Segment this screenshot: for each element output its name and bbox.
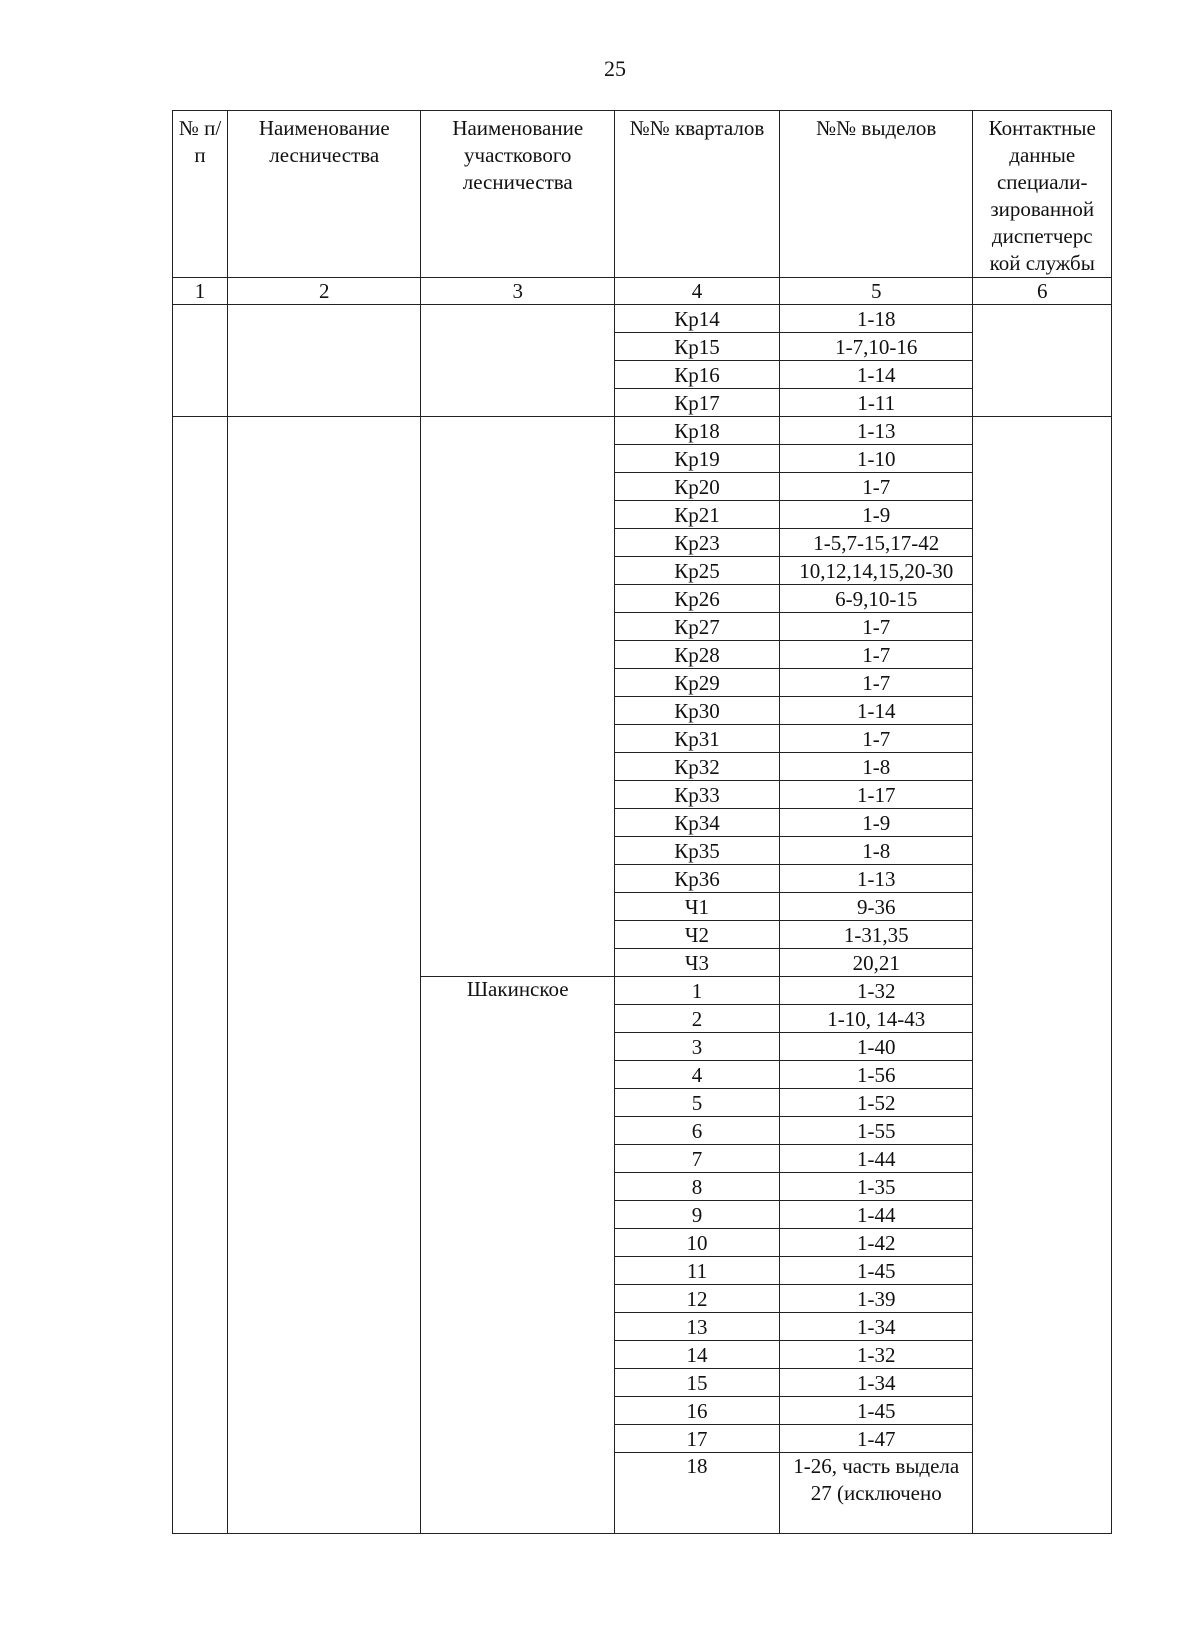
allotment-cell: 1-7 xyxy=(779,669,973,697)
quarter-cell: Кр19 xyxy=(614,445,779,473)
allotment-cell: 1-44 xyxy=(779,1201,973,1229)
allotment-cell: 1-31,35 xyxy=(779,921,973,949)
quarter-cell: 15 xyxy=(614,1369,779,1397)
allotment-cell: 1-14 xyxy=(779,361,973,389)
header-quarters: №№ кварталов xyxy=(614,111,779,278)
allotment-cell: 1-13 xyxy=(779,417,973,445)
allotment-cell: 1-13 xyxy=(779,865,973,893)
allotment-cell: 1-44 xyxy=(779,1145,973,1173)
number-cell xyxy=(173,305,228,417)
quarter-cell: 9 xyxy=(614,1201,779,1229)
allotment-cell: 10,12,14,15,20-30 xyxy=(779,557,973,585)
allotment-cell: 1-45 xyxy=(779,1397,973,1425)
quarter-cell: Кр14 xyxy=(614,305,779,333)
quarter-cell: Кр16 xyxy=(614,361,779,389)
quarter-cell: Кр28 xyxy=(614,641,779,669)
quarter-cell: Ч2 xyxy=(614,921,779,949)
quarter-cell: Кр36 xyxy=(614,865,779,893)
allotment-cell: 1-7 xyxy=(779,473,973,501)
allotment-cell: 1-34 xyxy=(779,1313,973,1341)
header-allotments: №№ выделов xyxy=(779,111,973,278)
quarter-cell: Ч1 xyxy=(614,893,779,921)
forestry-cell xyxy=(227,417,421,1534)
quarter-cell: Кр29 xyxy=(614,669,779,697)
district-cell xyxy=(421,305,615,417)
quarter-cell: 10 xyxy=(614,1229,779,1257)
allotment-cell: 1-8 xyxy=(779,837,973,865)
quarter-cell: Кр32 xyxy=(614,753,779,781)
column-number: 3 xyxy=(421,278,615,305)
quarter-cell: 16 xyxy=(614,1397,779,1425)
contact-cell xyxy=(973,305,1112,417)
quarter-cell: Кр35 xyxy=(614,837,779,865)
district-name-shakinskoe: Шакинское xyxy=(421,977,615,1534)
district-cell xyxy=(421,417,615,977)
allotment-cell: 1-8 xyxy=(779,753,973,781)
allotment-cell: 1-14 xyxy=(779,697,973,725)
allotment-cell: 1-9 xyxy=(779,501,973,529)
forestry-cell xyxy=(227,305,421,417)
column-number: 2 xyxy=(227,278,421,305)
quarter-cell: 7 xyxy=(614,1145,779,1173)
column-number: 6 xyxy=(973,278,1112,305)
quarter-cell: Кр33 xyxy=(614,781,779,809)
group-b xyxy=(173,417,1112,1534)
allotment-cell: 1-56 xyxy=(779,1061,973,1089)
allotment-cell: 1-47 xyxy=(779,1425,973,1453)
allotment-cell: 1-7 xyxy=(779,725,973,753)
number-cell xyxy=(173,417,228,1534)
column-number-row xyxy=(173,278,1112,305)
header-contacts: Контактные данные специали-зированной диспетчерс кой службы xyxy=(973,111,1112,278)
quarter-cell: 18 xyxy=(614,1453,779,1534)
allotment-cell: 1-26, часть выдела 27 (исключено xyxy=(779,1453,973,1534)
quarter-cell: 6 xyxy=(614,1117,779,1145)
allotment-cell: 1-40 xyxy=(779,1033,973,1061)
quarter-cell: Кр17 xyxy=(614,389,779,417)
allotment-cell: 1-45 xyxy=(779,1257,973,1285)
allotment-cell: 1-32 xyxy=(779,977,973,1005)
quarter-cell: Кр31 xyxy=(614,725,779,753)
allotment-cell: 1-42 xyxy=(779,1229,973,1257)
header-district-forestry: Наименование участкового лесничества xyxy=(421,111,615,278)
allotment-cell: 6-9,10-15 xyxy=(779,585,973,613)
quarter-cell: Ч3 xyxy=(614,949,779,977)
page-number: 25 xyxy=(604,56,626,81)
column-number: 5 xyxy=(779,278,973,305)
allotment-cell: 1-39 xyxy=(779,1285,973,1313)
quarter-cell: 13 xyxy=(614,1313,779,1341)
column-number: 4 xyxy=(614,278,779,305)
header-number: № п/п xyxy=(173,111,228,278)
column-number: 1 xyxy=(173,278,228,305)
allotment-cell: 1-18 xyxy=(779,305,973,333)
quarter-cell: 8 xyxy=(614,1173,779,1201)
allotment-cell: 1-7,10-16 xyxy=(779,333,973,361)
allotment-cell: 1-11 xyxy=(779,389,973,417)
quarter-cell: Кр25 xyxy=(614,557,779,585)
quarter-cell: Кр18 xyxy=(614,417,779,445)
quarter-cell: 12 xyxy=(614,1285,779,1313)
forestry-table xyxy=(172,110,1112,1534)
allotment-cell: 1-5,7-15,17-42 xyxy=(779,529,973,557)
quarter-cell: 17 xyxy=(614,1425,779,1453)
quarter-cell: Кр30 xyxy=(614,697,779,725)
quarter-cell: 2 xyxy=(614,1005,779,1033)
quarter-cell: Кр34 xyxy=(614,809,779,837)
table-row xyxy=(173,417,1112,445)
allotment-cell: 20,21 xyxy=(779,949,973,977)
quarter-cell: Кр15 xyxy=(614,333,779,361)
quarter-cell: 4 xyxy=(614,1061,779,1089)
allotment-cell: 1-9 xyxy=(779,809,973,837)
allotment-cell: 1-10, 14-43 xyxy=(779,1005,973,1033)
header-row xyxy=(173,111,1112,278)
allotment-cell: 1-55 xyxy=(779,1117,973,1145)
quarter-cell: 3 xyxy=(614,1033,779,1061)
quarter-cell: Кр21 xyxy=(614,501,779,529)
allotment-cell: 1-17 xyxy=(779,781,973,809)
header-forestry: Наименование лесничества xyxy=(227,111,421,278)
allotment-cell: 1-7 xyxy=(779,641,973,669)
allotment-cell: 1-52 xyxy=(779,1089,973,1117)
quarter-cell: 1 xyxy=(614,977,779,1005)
contact-cell xyxy=(973,417,1112,1534)
allotment-cell: 1-7 xyxy=(779,613,973,641)
allotment-cell: 1-35 xyxy=(779,1173,973,1201)
quarter-cell: 5 xyxy=(614,1089,779,1117)
quarter-cell: Кр23 xyxy=(614,529,779,557)
allotment-cell: 1-10 xyxy=(779,445,973,473)
allotment-cell: 1-34 xyxy=(779,1369,973,1397)
allotment-cell: 1-32 xyxy=(779,1341,973,1369)
quarter-cell: Кр20 xyxy=(614,473,779,501)
quarter-cell: 11 xyxy=(614,1257,779,1285)
table-row xyxy=(173,305,1112,333)
allotment-cell: 9-36 xyxy=(779,893,973,921)
quarter-cell: Кр27 xyxy=(614,613,779,641)
quarter-cell: 14 xyxy=(614,1341,779,1369)
group-a xyxy=(173,305,1112,417)
quarter-cell: Кр26 xyxy=(614,585,779,613)
